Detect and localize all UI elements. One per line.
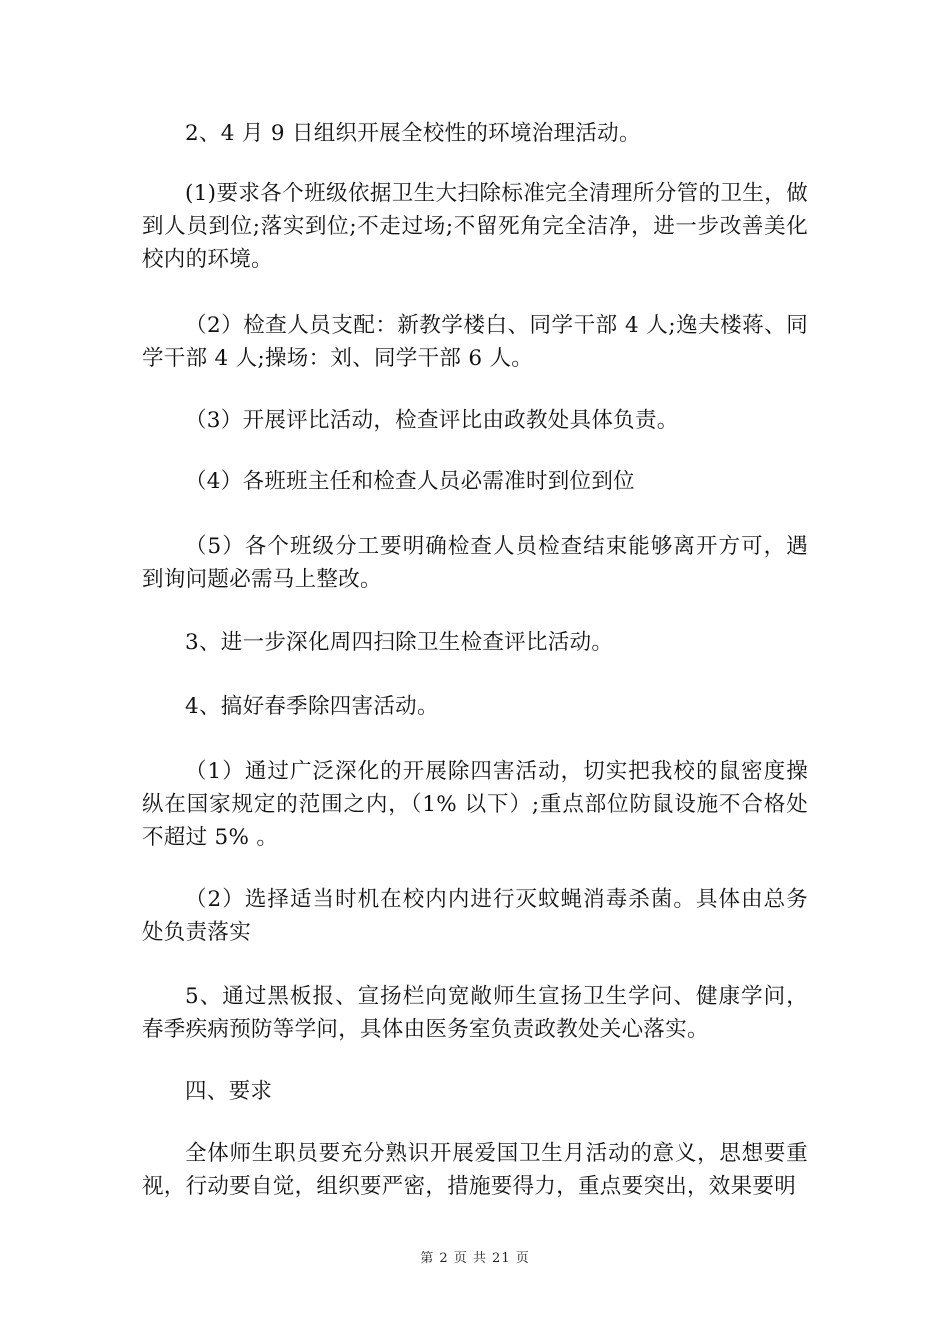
paragraph-item-4: 4、搞好春季除四害活动。 [185,694,439,719]
paragraph-item-2: 2、4 月 9 日组织开展全校性的环境治理活动。 [185,121,641,146]
paragraph-subitem-4-2: （2）选择适当时机在校内内进行灭蚊蝇消毒杀菌。具体由总务处负责落实 [142,887,808,945]
paragraph-subitem-2: （2）检查人员支配：新教学楼白、同学干部 4 人;逸夫楼蒋、同学干部 4 人;操场：刘、同学干部 6 人。 [142,313,808,371]
section-heading-requirements: 四、要求 [185,1079,273,1104]
paragraph-subitem-5: （5）各个班级分工要明确检查人员检查结束能够离开方可，遇到询问题必需马上整改。 [142,534,808,592]
paragraph-item-3: 3、进一步深化周四扫除卫生检查评比活动。 [185,630,614,655]
paragraph-subitem-4-1: （1）通过广泛深化的开展除四害活动，切实把我校的鼠密度操纵在国家规定的范围之内，（1% 以下）;重点部位防鼠设施不合格处不超过 5% 。 [142,759,808,850]
paragraph-subitem-3: （3）开展评比活动，检查评比由政教处具体负责。 [185,408,679,433]
paragraph-subitem-4: （4）各班班主任和检查人员必需准时到位到位 [185,469,635,494]
paragraph-requirements-body: 全体师生职员要充分熟识开展爱国卫生月活动的意义，思想要重视，行动要自觉，组织要严密，措施要得力，重点要突出，效果要明 [142,1141,808,1199]
paragraph-item-5: 5、通过黑板报、宣扬栏向宽敞师生宣扬卫生学问、健康学问，春季疾病预防等学问，具体由医务室负责政教处关心落实。 [142,984,808,1042]
page-number-footer: 第 2 页 共 21 页 [420,1251,530,1266]
paragraph-subitem-1: (1)要求各个班级依据卫生大扫除标准完全清理所分管的卫生，做到人员到位;落实到位;不走过场;不留死角完全洁净，进一步改善美化校内的环境。 [142,181,808,272]
